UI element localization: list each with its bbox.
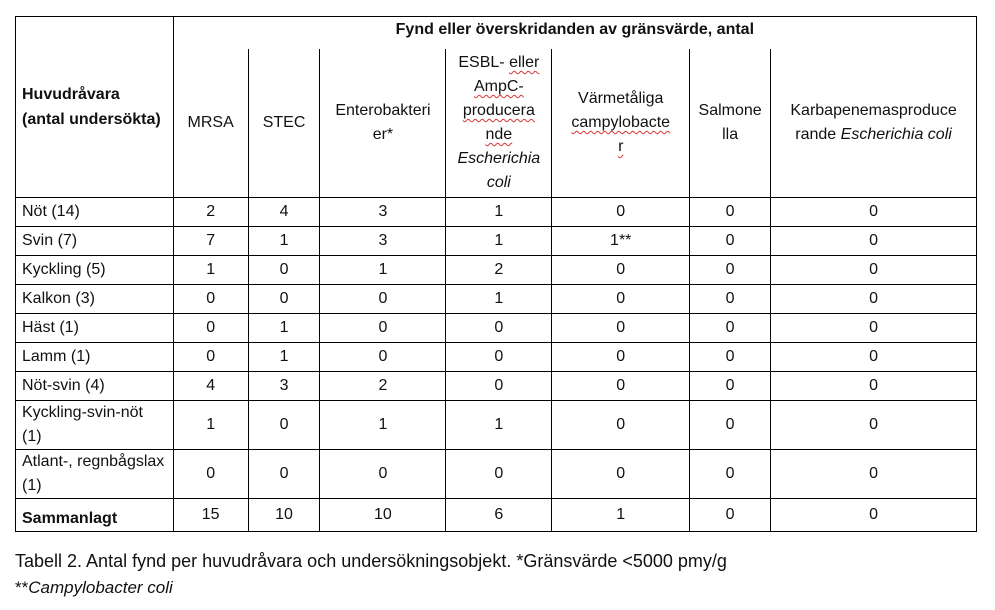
cell: 0 <box>771 372 977 401</box>
row-label: Kyckling-svin-nöt (1) <box>16 401 174 450</box>
cell: 10 <box>248 499 320 532</box>
table-row <box>16 198 977 227</box>
row-label: Kyckling (5) <box>16 256 174 285</box>
cell: 0 <box>690 256 771 285</box>
cell: 1** <box>552 227 690 256</box>
col-header-esbl: ESBL- eller AmpC- producera nde Escherichia coli <box>446 49 552 198</box>
cell: 2 <box>173 198 248 227</box>
table-row <box>16 401 977 450</box>
cell: 6 <box>446 499 552 532</box>
cell: 1 <box>446 285 552 314</box>
cell: 0 <box>771 314 977 343</box>
cell: 7 <box>173 227 248 256</box>
row-header: Huvudråvara (antal undersökta) <box>16 17 174 198</box>
total-row <box>16 499 977 532</box>
cell: 0 <box>690 499 771 532</box>
cell: 0 <box>690 343 771 372</box>
cell: 0 <box>552 198 690 227</box>
cell: 0 <box>552 450 690 499</box>
cell: 4 <box>248 198 320 227</box>
col-header-stec: STEC <box>248 49 320 198</box>
cell: 0 <box>320 285 446 314</box>
group-header: Fynd eller överskridanden av gränsvärde, antal <box>173 17 976 50</box>
col-header-mrsa: MRSA <box>173 49 248 198</box>
cell: 3 <box>320 227 446 256</box>
cell: 0 <box>248 401 320 450</box>
row-label: Häst (1) <box>16 314 174 343</box>
cell: 0 <box>320 343 446 372</box>
cell: 3 <box>248 372 320 401</box>
cell: 1 <box>173 401 248 450</box>
col-header-karbapenemas: Karbapenemasproduce rande Escherichia coli <box>771 49 977 198</box>
cell: 0 <box>173 450 248 499</box>
cell: 1 <box>446 198 552 227</box>
cell: 0 <box>552 256 690 285</box>
table-row <box>16 372 977 401</box>
cell: 1 <box>446 401 552 450</box>
table-row <box>16 343 977 372</box>
cell: 1 <box>248 227 320 256</box>
col-header-campylobacter: Värmetåliga campylobacte r <box>552 49 690 198</box>
table-row <box>16 227 977 256</box>
cell: 1 <box>446 227 552 256</box>
footnote: **Campylobacter coli <box>15 578 173 597</box>
cell: 0 <box>771 256 977 285</box>
cell: 0 <box>552 343 690 372</box>
cell: 10 <box>320 499 446 532</box>
cell: 0 <box>690 314 771 343</box>
cell: 0 <box>690 450 771 499</box>
cell: 0 <box>771 343 977 372</box>
col-header-enterobakterier: Enterobakteri er* <box>320 49 446 198</box>
cell: 0 <box>690 372 771 401</box>
cell: 1 <box>320 401 446 450</box>
total-label: Sammanlagt <box>16 499 174 532</box>
row-label: Svin (7) <box>16 227 174 256</box>
cell: 2 <box>320 372 446 401</box>
cell: 0 <box>320 314 446 343</box>
col-header-salmonella: Salmone lla <box>690 49 771 198</box>
cell: 0 <box>320 450 446 499</box>
cell: 0 <box>552 401 690 450</box>
cell: 0 <box>446 314 552 343</box>
cell: 0 <box>552 372 690 401</box>
cell: 0 <box>552 285 690 314</box>
cell: 0 <box>248 450 320 499</box>
cell: 0 <box>690 198 771 227</box>
cell: 0 <box>771 401 977 450</box>
cell: 1 <box>248 314 320 343</box>
row-label: Atlant-, regnbågslax (1) <box>16 450 174 499</box>
cell: 3 <box>320 198 446 227</box>
cell: 0 <box>690 227 771 256</box>
cell: 0 <box>771 450 977 499</box>
row-label: Lamm (1) <box>16 343 174 372</box>
cell: 0 <box>446 450 552 499</box>
cell: 0 <box>690 401 771 450</box>
cell: 0 <box>173 314 248 343</box>
cell: 0 <box>771 227 977 256</box>
table-row <box>16 314 977 343</box>
cell: 2 <box>446 256 552 285</box>
cell: 15 <box>173 499 248 532</box>
findings-table <box>15 16 977 532</box>
table-row <box>16 285 977 314</box>
table-row <box>16 256 977 285</box>
cell: 0 <box>771 198 977 227</box>
row-label: Nöt-svin (4) <box>16 372 174 401</box>
cell: 0 <box>173 343 248 372</box>
cell: 0 <box>248 256 320 285</box>
cell: 0 <box>552 314 690 343</box>
table-caption: Tabell 2. Antal fynd per huvudråvara och undersökningsobjekt. *Gränsvärde <5000 pmy/g <box>15 551 727 571</box>
cell: 0 <box>771 285 977 314</box>
cell: 1 <box>248 343 320 372</box>
cell: 1 <box>173 256 248 285</box>
cell: 0 <box>446 343 552 372</box>
cell: 0 <box>446 372 552 401</box>
cell: 1 <box>552 499 690 532</box>
cell: 0 <box>690 285 771 314</box>
cell: 0 <box>248 285 320 314</box>
row-label: Nöt (14) <box>16 198 174 227</box>
cell: 0 <box>771 499 977 532</box>
cell: 4 <box>173 372 248 401</box>
row-label: Kalkon (3) <box>16 285 174 314</box>
cell: 1 <box>320 256 446 285</box>
cell: 0 <box>173 285 248 314</box>
table-row <box>16 450 977 499</box>
